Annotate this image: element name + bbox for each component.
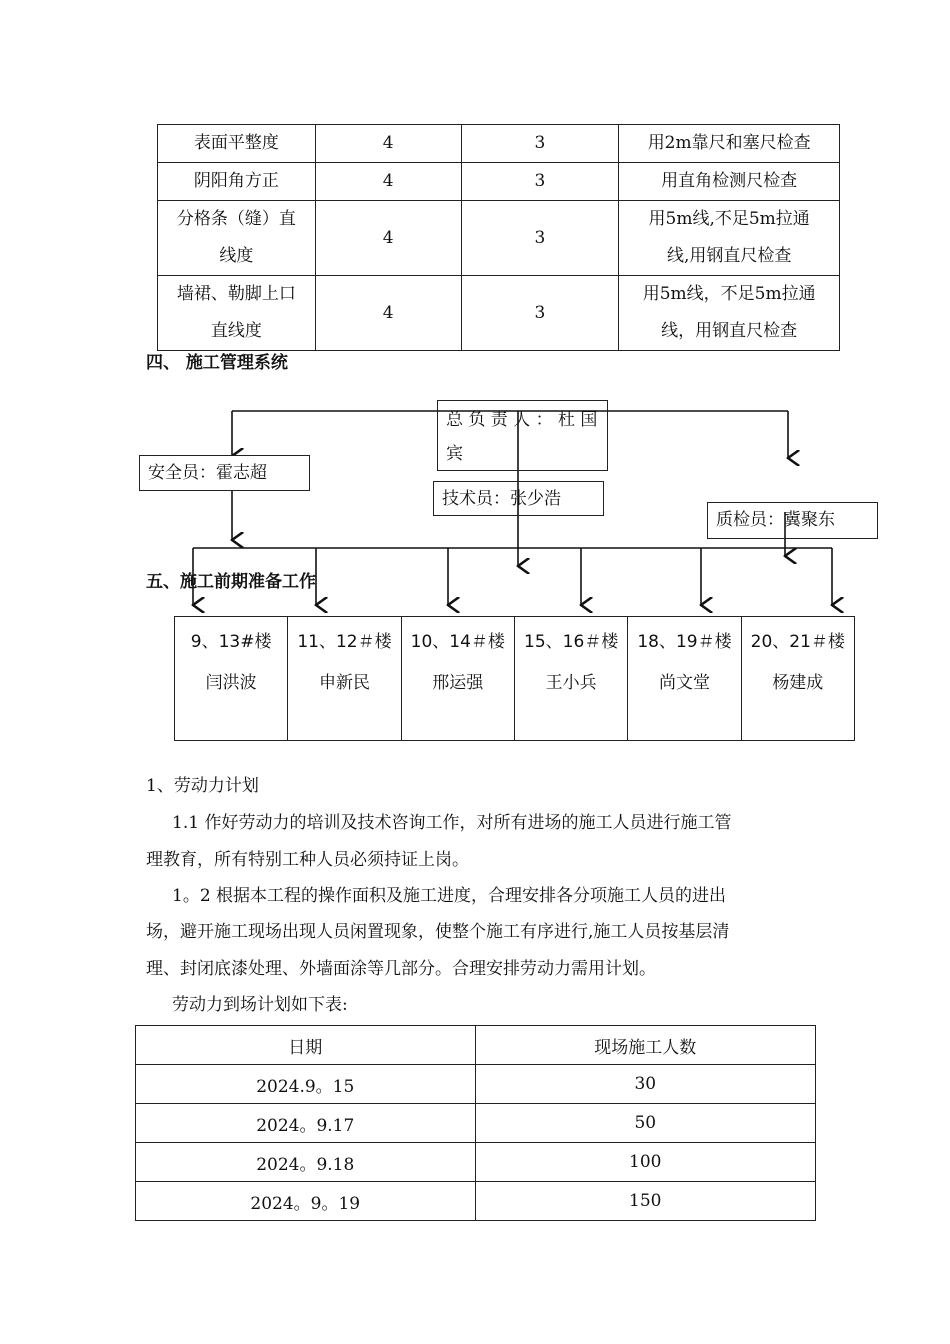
value-b-cell: 3: [461, 276, 619, 351]
date-cell: 2024。9.17: [136, 1104, 476, 1143]
count-cell: 50: [475, 1104, 815, 1143]
paragraph-line: 场，避开施工现场出现人员闲置现象，使整个施工有序进行,施工人员按基层清: [146, 922, 730, 942]
paragraph-line: 理、封闭底漆处理、外墙面涂等几部分。合理安排劳动力需用计划。: [146, 959, 656, 979]
value-b-cell: 3: [461, 163, 619, 201]
item-cell: 分格条（缝）直 线度: [158, 201, 316, 276]
labor-plan-heading: 1、劳动力计划: [146, 776, 259, 796]
paragraph-line: 理教育，所有特别工种人员必须持证上岗。: [146, 850, 469, 870]
count-cell: 100: [475, 1143, 815, 1182]
section-5-title: 五、施工前期准备工作: [146, 572, 316, 592]
count-cell: 30: [475, 1065, 815, 1104]
plan-intro: 劳动力到场计划如下表:: [172, 995, 348, 1015]
count-cell: 150: [475, 1182, 815, 1221]
building-cell: 11、12＃楼 申新民: [288, 617, 401, 741]
value-a-cell: 4: [315, 163, 461, 201]
item-cell: 表面平整度: [158, 125, 316, 163]
header-count: 现场施工人数: [475, 1026, 815, 1065]
general-manager-box: 总 负 责 人 ： 杜 国 宾: [437, 400, 608, 471]
method-cell: 用5m线，不足5m拉通 线，用钢直尺检查: [619, 276, 840, 351]
building-cell: 9、13#楼 闫洪波: [175, 617, 288, 741]
building-cell: 20、21＃楼 杨建成: [741, 617, 854, 741]
building-cell: 15、16＃楼 王小兵: [514, 617, 627, 741]
value-b-cell: 3: [461, 201, 619, 276]
table-row: [136, 1143, 816, 1182]
value-b-cell: 3: [461, 125, 619, 163]
value-a-cell: 4: [315, 125, 461, 163]
building-cell: 18、19＃楼 尚文堂: [628, 617, 741, 741]
date-cell: 2024。9。19: [136, 1182, 476, 1221]
header-date: 日期: [136, 1026, 476, 1065]
technician-box: 技术员：张少浩: [433, 481, 604, 516]
safety-officer-box: 安全员：霍志超: [139, 455, 310, 491]
quality-inspector-box: 质检员：冀聚东: [707, 502, 878, 539]
date-cell: 2024.9。15: [136, 1065, 476, 1104]
date-cell: 2024。9.18: [136, 1143, 476, 1182]
building-assignment-table: [174, 616, 855, 741]
building-cell: 10、14＃楼 邢运强: [401, 617, 514, 741]
paragraph-line: 1.1 作好劳动力的培训及技术咨询工作，对所有进场的施工人员进行施工管: [172, 813, 732, 833]
method-cell: 用直角检测尺检查: [619, 163, 840, 201]
method-cell: 用2m靠尺和塞尺检查: [619, 125, 840, 163]
method-cell: 用5m线,不足5m拉通 线,用钢直尺检查: [619, 201, 840, 276]
table-header-row: [136, 1026, 816, 1065]
paragraph-line: 1。2 根据本工程的操作面积及施工进度，合理安排各分项施工人员的进出: [172, 886, 727, 906]
table-row: [175, 617, 855, 741]
item-cell: 阴阳角方正: [158, 163, 316, 201]
table-row: [136, 1182, 816, 1221]
value-a-cell: 4: [315, 276, 461, 351]
table-row: [136, 1065, 816, 1104]
table-row: [136, 1104, 816, 1143]
item-cell: 墙裙、勒脚上口 直线度: [158, 276, 316, 351]
labor-plan-table: [135, 1025, 816, 1221]
section-4-title: 四、 施工管理系统: [146, 353, 288, 373]
value-a-cell: 4: [315, 201, 461, 276]
